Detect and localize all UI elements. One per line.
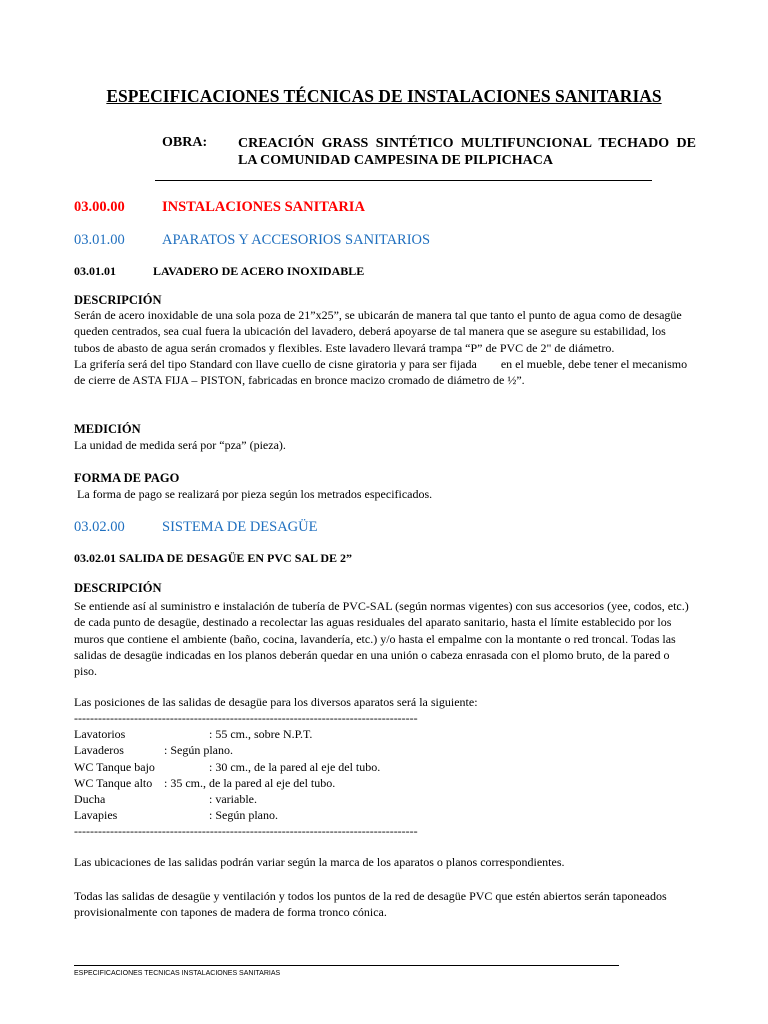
- section-code-03-02-00: 03.02.00: [74, 519, 125, 535]
- note-taponeado: Todas las salidas de desagüe y ventilación y todos los puntos de la red de desagüe PVC que estén abiertos serán taponeados provisionalmente con tapones de madera de forma tronco cónica.: [74, 889, 667, 920]
- medicion-label: MEDICIÓN: [74, 422, 141, 436]
- dashed-separator-top: --------------------------------------------------------------------------------------: [74, 711, 418, 725]
- position-name: Lavatorios: [74, 727, 126, 741]
- section-title-desague: SISTEMA DE DESAGÜE: [162, 519, 318, 535]
- obra-text: CREACIÓN GRASS SINTÉTICO MULTIFUNCIONAL TECHADO DE LA COMUNIDAD CAMPESINA DE PILPICHACA: [238, 136, 696, 168]
- position-value: : 55 cm., sobre N.P.T.: [209, 727, 313, 741]
- position-value: : 30 cm., de la pared al eje del tubo.: [209, 760, 381, 774]
- note-ubicaciones: Las ubicaciones de las salidas podrán variar según la marca de los aparatos o planos correspondientes.: [74, 855, 565, 869]
- dashed-separator-bottom: --------------------------------------------------------------------------------------: [74, 824, 418, 838]
- desague-description: Se entiende así al suministro e instalación de tubería de PVC-SAL (según normas vigentes) con sus accesorios (yee, codos, etc.) de cada punto de desagüe, destinado a recolectar las aguas residuales del aparato sanitario, hasta el límite establecido por los muros que contiene el ambiente (baño, cocina, lavandería, etc.) y/o hasta el empalme con la montante o red troncal. Todas las salidas de desagüe indicadas en los planos deberán quedar en una unión o cabeza enrasada con el plomo bruto, de la pared o piso.: [74, 599, 689, 679]
- position-name: Lavapies: [74, 808, 118, 822]
- forma-pago-label: FORMA DE PAGO: [74, 471, 180, 485]
- lavadero-description: [74, 307, 694, 388]
- position-name: WC Tanque bajo: [74, 760, 155, 774]
- section-title-salida-desague: 03.02.01 SALIDA DE DESAGÜE EN PVC SAL DE 2”: [74, 551, 353, 565]
- position-value: : 35 cm., de la pared al eje del tubo.: [164, 776, 336, 790]
- footer-text: ESPECIFICACIONES TECNICAS INSTALACIONES SANITARIAS: [74, 970, 281, 977]
- positions-intro: Las posiciones de las salidas de desagüe para los diversos aparatos será la siguiente:: [74, 695, 478, 709]
- section-title-aparatos: APARATOS Y ACCESORIOS SANITARIOS: [162, 232, 431, 248]
- obra-divider: [155, 180, 652, 181]
- section-title-lavadero: LAVADERO DE ACERO INOXIDABLE: [153, 264, 365, 278]
- section-code-03-00-00: 03.00.00: [74, 199, 125, 215]
- medicion-text: La unidad de medida será por “pza” (pieza).: [74, 438, 286, 452]
- section-title-instalaciones: INSTALACIONES SANITARIA: [162, 199, 365, 215]
- description-label: DESCRIPCIÓN: [74, 581, 162, 595]
- position-name: Lavaderos: [74, 743, 124, 757]
- section-code-03-01-00: 03.01.00: [74, 232, 125, 248]
- lavadero-description-p2: La grifería será del tipo Standard con llave cuello de cisne giratoria y para ser fijada en el mueble, debe tener el mecanismo de cierre de ASTA FIJA – PISTON, fabricadas en bronce macizo cromado de diámetro de ½”.: [74, 356, 691, 388]
- lavadero-description-p1: Serán de acero inoxidable de una sola poza de 21”x25”, se ubicarán de manera tal que tanto el punto de agua como de desagüe queden centrados, sea cual fuera la ubicación del lavadero, deberá apoyarse de tal manera que se asegure su estabilidad, los tubos de abasto de agua serán cromados y flexibles. Este lavadero llevará trampa “P” de PVC de 2" de diámetro.: [74, 308, 682, 355]
- position-name: Ducha: [74, 792, 106, 806]
- forma-pago-text: La forma de pago se realizará por pieza según los metrados especificados.: [77, 487, 433, 501]
- document-title: ESPECIFICACIONES TÉCNICAS DE INSTALACIONES SANITARIAS: [106, 86, 662, 106]
- obra-label: OBRA:: [162, 135, 208, 150]
- position-value: : Según plano.: [209, 808, 278, 822]
- position-value: : variable.: [209, 792, 257, 806]
- position-name: WC Tanque alto: [74, 776, 153, 790]
- footer-rule: [74, 965, 619, 966]
- section-code-03-01-01: 03.01.01: [74, 264, 116, 278]
- position-value: : Según plano.: [164, 743, 233, 757]
- description-label: DESCRIPCIÓN: [74, 293, 162, 307]
